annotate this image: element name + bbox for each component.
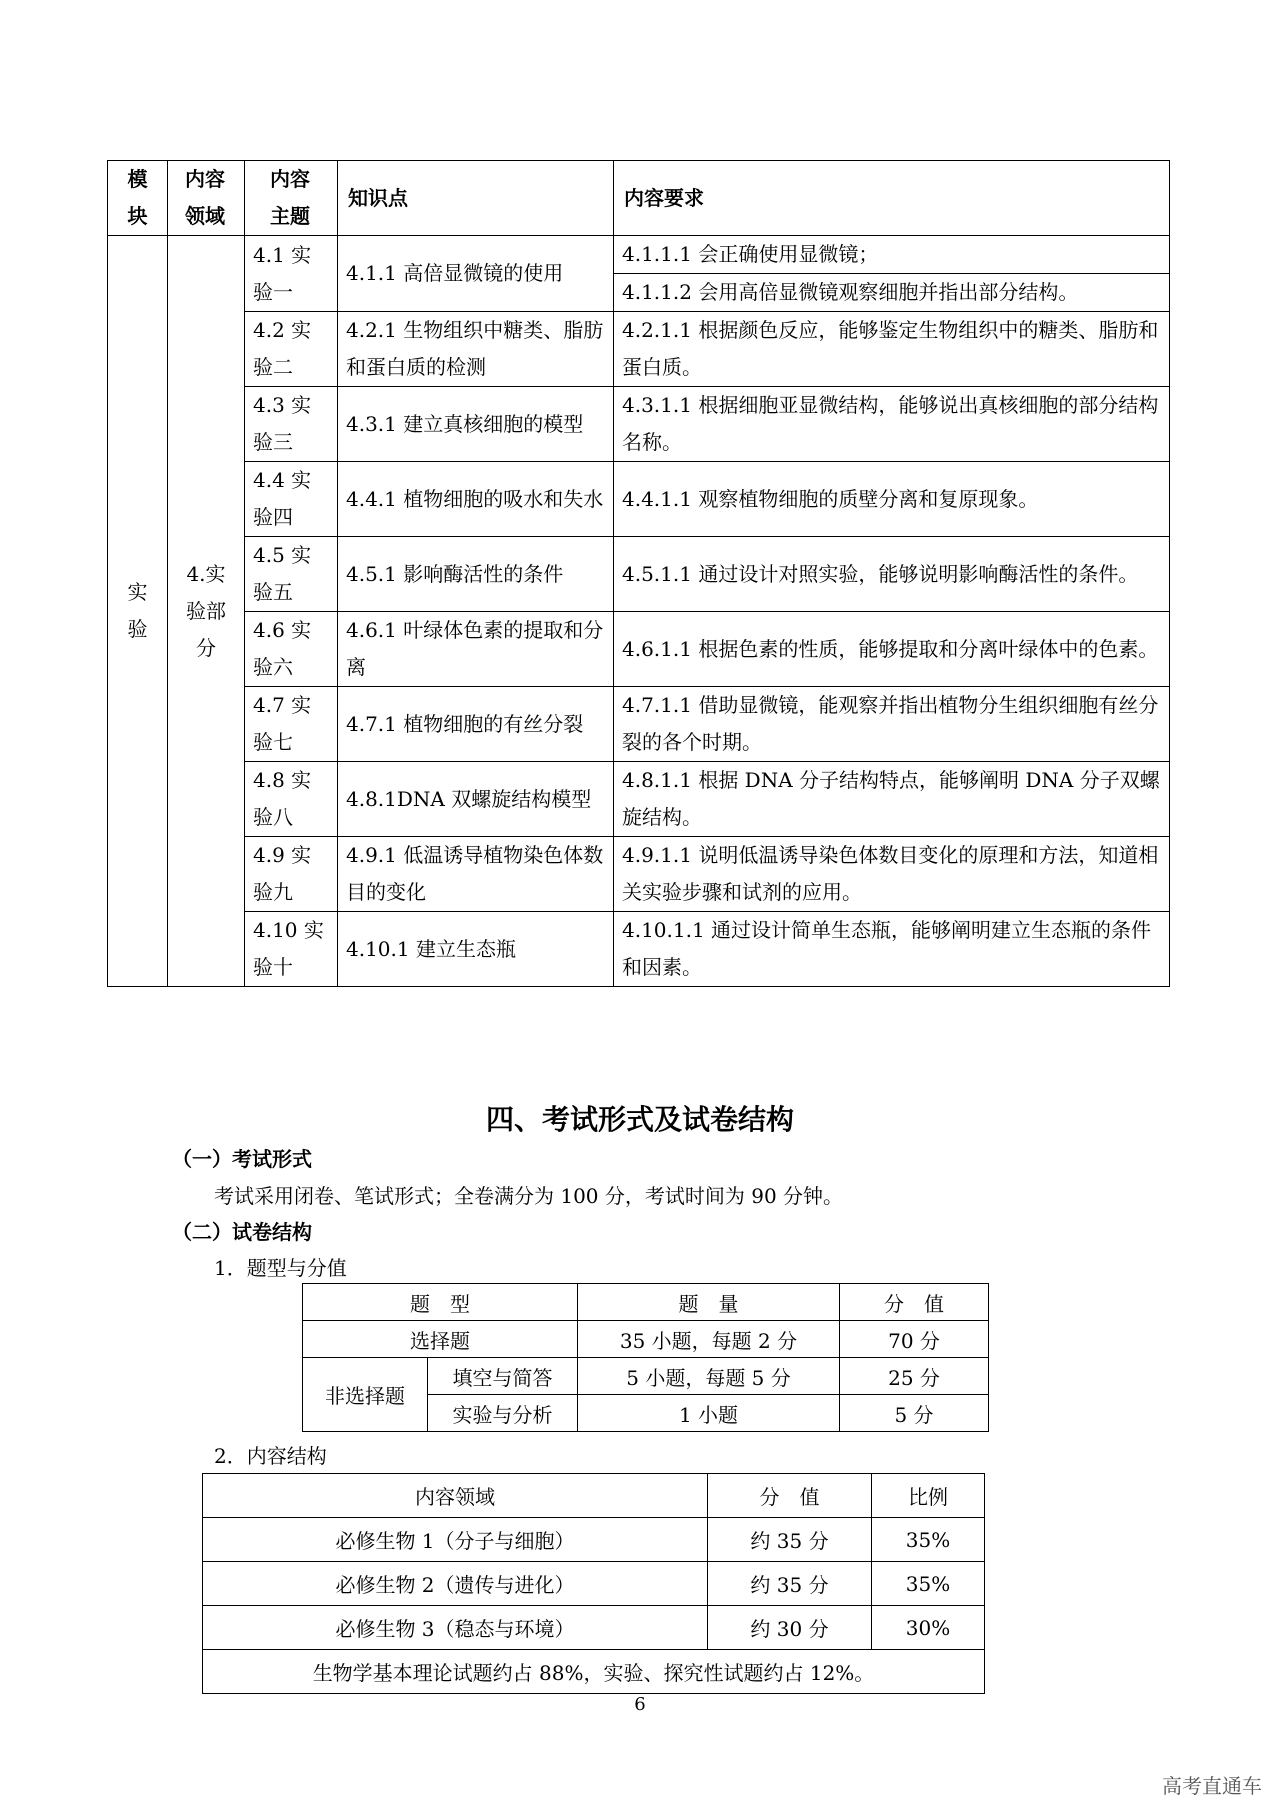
content-area-cell: 必修生物 3（稳态与环境） <box>203 1606 708 1650</box>
question-type-cell: 选择题 <box>303 1321 578 1358</box>
requirement-cell: 4.1.1.2 会用高倍显微镜观察细胞并指出部分结构。 <box>614 274 1170 312</box>
section-title: 四、考试形式及试卷结构 <box>485 1103 794 1136</box>
content-table-footer: 生物学基本理论试题约占 88%，实验、探究性试题约占 12%。 <box>203 1650 985 1694</box>
question-quantity-cell: 1 小题 <box>578 1395 840 1432</box>
requirement-cell: 4.6.1.1 根据色素的性质，能够提取和分离叶绿体中的色素。 <box>614 612 1170 687</box>
header-question-quantity: 题 量 <box>578 1284 840 1321</box>
knowledge-point-cell: 4.5.1 影响酶活性的条件 <box>338 537 614 612</box>
score-cell: 70 分 <box>840 1321 989 1358</box>
knowledge-point-cell: 4.1.1 高倍显微镜的使用 <box>338 236 614 312</box>
table-row <box>108 537 1170 612</box>
knowledge-point-cell: 4.8.1DNA 双螺旋结构模型 <box>338 762 614 837</box>
table-row <box>203 1518 985 1562</box>
question-type-cell: 填空与简答 <box>428 1358 578 1395</box>
topic-cell: 4.4 实验四 <box>245 462 338 537</box>
table-row <box>108 387 1170 462</box>
table-row <box>108 462 1170 537</box>
exam-form-text: 考试采用闭卷、笔试形式；全卷满分为 100 分，考试时间为 90 分钟。 <box>214 1184 844 1208</box>
question-quantity-cell: 35 小题，每题 2 分 <box>578 1321 840 1358</box>
header-score: 分 值 <box>708 1474 872 1518</box>
header-ratio: 比例 <box>872 1474 985 1518</box>
header-module: 模块 <box>108 161 168 236</box>
question-type-heading: 1．题型与分值 <box>214 1256 347 1280</box>
content-area-cell: 必修生物 1（分子与细胞） <box>203 1518 708 1562</box>
ratio-cell: 30% <box>872 1606 985 1650</box>
ratio-cell: 35% <box>872 1562 985 1606</box>
requirement-cell: 4.3.1.1 根据细胞亚显微结构，能够说出真核细胞的部分结构名称。 <box>614 387 1170 462</box>
question-quantity-cell: 5 小题，每题 5 分 <box>578 1358 840 1395</box>
table-row <box>203 1562 985 1606</box>
topic-cell: 4.5 实验五 <box>245 537 338 612</box>
header-score: 分 值 <box>840 1284 989 1321</box>
score-table <box>302 1283 989 1432</box>
header-domain: 内容领域 <box>168 161 245 236</box>
topic-cell: 4.2 实验二 <box>245 312 338 387</box>
score-cell: 25 分 <box>840 1358 989 1395</box>
requirement-cell: 4.9.1.1 说明低温诱导染色体数目变化的原理和方法，知道相关实验步骤和试剂的应用。 <box>614 837 1170 912</box>
table-row <box>108 762 1170 837</box>
knowledge-point-cell: 4.7.1 植物细胞的有丝分裂 <box>338 687 614 762</box>
table-row <box>108 687 1170 762</box>
topic-cell: 4.6 实验六 <box>245 612 338 687</box>
topic-cell: 4.1 实验一 <box>245 236 338 312</box>
table-header-row <box>108 161 1170 236</box>
table-row <box>303 1358 989 1395</box>
content-area-cell: 必修生物 2（遗传与进化） <box>203 1562 708 1606</box>
knowledge-point-cell: 4.9.1 低温诱导植物染色体数目的变化 <box>338 837 614 912</box>
knowledge-point-cell: 4.4.1 植物细胞的吸水和失水 <box>338 462 614 537</box>
table-row <box>108 236 1170 274</box>
topic-cell: 4.8 实验八 <box>245 762 338 837</box>
header-content-area: 内容领域 <box>203 1474 708 1518</box>
topic-cell: 4.10 实验十 <box>245 912 338 987</box>
requirement-cell: 4.5.1.1 通过设计对照实验，能够说明影响酶活性的条件。 <box>614 537 1170 612</box>
content-structure-heading: 2．内容结构 <box>214 1444 327 1468</box>
requirement-cell: 4.7.1.1 借助显微镜，能观察并指出植物分生组织细胞有丝分裂的各个时期。 <box>614 687 1170 762</box>
exam-form-heading: （一）考试形式 <box>172 1147 312 1171</box>
knowledge-point-cell: 4.10.1 建立生态瓶 <box>338 912 614 987</box>
domain-cell: 4.实验部分 <box>168 236 245 987</box>
table-row <box>303 1321 989 1358</box>
topic-cell: 4.7 实验七 <box>245 687 338 762</box>
non-mcq-label: 非选择题 <box>303 1358 428 1432</box>
knowledge-point-cell: 4.3.1 建立真核细胞的模型 <box>338 387 614 462</box>
topic-cell: 4.3 实验三 <box>245 387 338 462</box>
table-row <box>108 312 1170 387</box>
requirement-cell: 4.2.1.1 根据颜色反应，能够鉴定生物组织中的糖类、脂肪和蛋白质。 <box>614 312 1170 387</box>
content-structure-table <box>202 1473 985 1694</box>
question-type-cell: 实验与分析 <box>428 1395 578 1432</box>
ratio-cell: 35% <box>872 1518 985 1562</box>
table-footer-row <box>203 1650 985 1694</box>
requirement-cell: 4.4.1.1 观察植物细胞的质壁分离和复原现象。 <box>614 462 1170 537</box>
knowledge-point-cell: 4.6.1 叶绿体色素的提取和分离 <box>338 612 614 687</box>
paper-structure-heading: （二）试卷结构 <box>172 1220 312 1244</box>
page-number: 6 <box>634 1694 646 1715</box>
score-cell: 5 分 <box>840 1395 989 1432</box>
score-table-header <box>303 1284 989 1321</box>
header-requirement: 内容要求 <box>614 161 1170 236</box>
requirement-cell: 4.10.1.1 通过设计简单生态瓶，能够阐明建立生态瓶的条件和因素。 <box>614 912 1170 987</box>
table-row <box>108 612 1170 687</box>
header-question-type: 题 型 <box>303 1284 578 1321</box>
header-topic: 内容主题 <box>245 161 338 236</box>
topic-cell: 4.9 实验九 <box>245 837 338 912</box>
watermark-text: 高考直通车 <box>1162 1774 1262 1798</box>
knowledge-point-cell: 4.2.1 生物组织中糖类、脂肪和蛋白质的检测 <box>338 312 614 387</box>
table-row <box>108 837 1170 912</box>
experiment-table <box>107 160 1170 987</box>
requirement-cell: 4.8.1.1 根据 DNA 分子结构特点，能够阐明 DNA 分子双螺旋结构。 <box>614 762 1170 837</box>
table-row <box>108 912 1170 987</box>
content-table-header <box>203 1474 985 1518</box>
score-cell: 约 30 分 <box>708 1606 872 1650</box>
module-cell: 实验 <box>108 236 168 987</box>
requirement-cell: 4.1.1.1 会正确使用显微镜； <box>614 236 1170 274</box>
score-cell: 约 35 分 <box>708 1562 872 1606</box>
header-knowledge-point: 知识点 <box>338 161 614 236</box>
score-cell: 约 35 分 <box>708 1518 872 1562</box>
table-row <box>203 1606 985 1650</box>
